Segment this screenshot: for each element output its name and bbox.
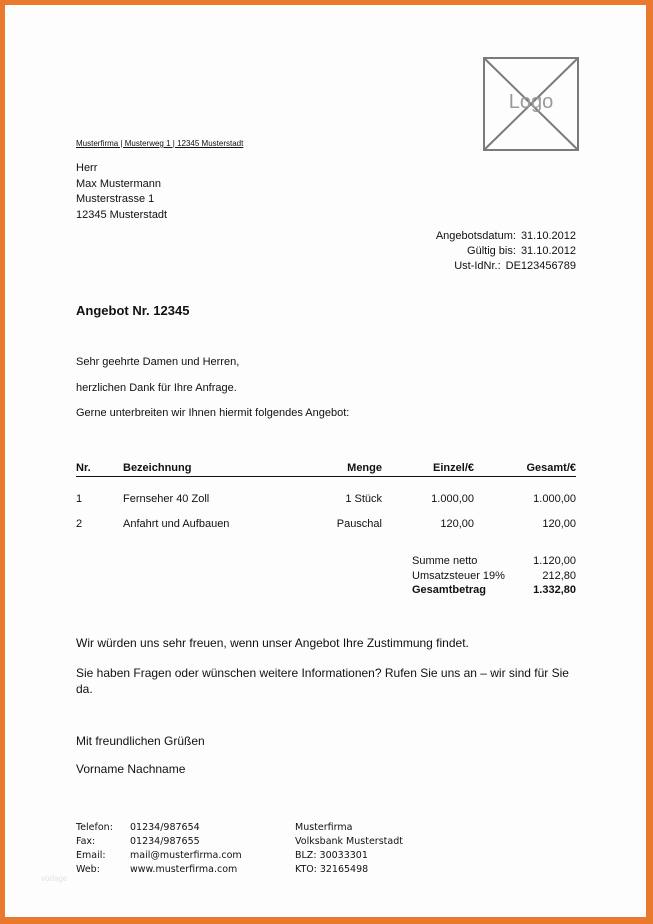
offer-intro-text: Gerne unterbreiten wir Ihnen hiermit folgendes Angebot: [76, 407, 350, 419]
valid-until-value: 31.10.2012 [520, 245, 576, 257]
header-gesamt: Gesamt/€ [526, 462, 576, 474]
fax-value: 01234/987655 [130, 836, 200, 847]
offer-table [76, 462, 576, 533]
offer-date-value: 31.10.2012 [520, 230, 576, 242]
footer-bank-details [295, 821, 403, 877]
total-row [412, 583, 576, 598]
offer-meta [436, 229, 576, 274]
header-einzel: Einzel/€ [433, 462, 474, 474]
account-number: KTO: 32165498 [295, 864, 369, 875]
tax-label: Umsatzsteuer 19% [412, 569, 505, 582]
tax-row [412, 569, 576, 584]
email-label: Email: [76, 850, 106, 861]
signature-name: Vorname Nachname [76, 762, 186, 776]
row-nr: 2 [76, 518, 83, 530]
row-bezeichnung: Anfahrt und Aufbauen [123, 518, 230, 530]
footer-labels [76, 821, 113, 877]
sender-return-address: Musterfirma | Musterweg 1 | 12345 Musterstadt [76, 139, 244, 148]
recipient-address [76, 161, 167, 223]
document-page [5, 5, 646, 917]
header-nr: Nr. [76, 462, 91, 474]
bank-name: Volksbank Musterstadt [295, 836, 403, 847]
recipient-name: Max Mustermann [76, 177, 161, 190]
offer-title: Angebot Nr. 12345 [76, 303, 190, 318]
greeting: Sehr geehrte Damen und Herren, [76, 356, 240, 368]
recipient-street: Musterstrasse 1 [76, 193, 155, 205]
recipient-city: 12345 Musterstadt [76, 208, 168, 221]
web-label: Web: [76, 864, 100, 875]
totals-block [412, 554, 576, 598]
recipient-salutation: Herr [76, 162, 98, 174]
valid-until-label: Gültig bis: [467, 245, 516, 257]
bank-code: BLZ: 30033301 [295, 850, 368, 861]
row-menge: Pauschal [336, 518, 382, 530]
total-value: 1.332,80 [533, 584, 576, 596]
row-nr: 1 [76, 493, 83, 505]
row-gesamt: 1.000,00 [533, 493, 576, 505]
row-bezeichnung: Fernseher 40 Zoll [123, 493, 210, 505]
row-einzel: 120,00 [440, 518, 474, 530]
closing-paragraph-1: Wir würden uns sehr freuen, wenn unser Angebot Ihre Zustimmung findet. [76, 636, 469, 650]
tax-value: 212,80 [542, 569, 576, 582]
header-bezeichnung: Bezeichnung [123, 462, 192, 474]
vat-id-label: Ust-IdNr.: [454, 260, 501, 272]
email-value: mail@musterfirma.com [130, 850, 242, 861]
regards: Mit freundlichen Grüßen [76, 734, 205, 748]
vat-id-value: DE123456789 [505, 260, 576, 272]
thanks-text: herzlichen Dank für Ihre Anfrage. [76, 382, 237, 394]
table-row [76, 518, 576, 533]
phone-label: Telefon: [76, 822, 113, 833]
fax-label: Fax: [76, 836, 96, 847]
row-gesamt: 120,00 [542, 518, 576, 530]
closing-paragraph-2: Sie haben Fragen oder wünschen weitere Informationen? Rufen Sie uns an – wir sind für Sie da. [76, 666, 569, 696]
header-menge: Menge [347, 462, 382, 474]
total-label: Gesamtbetrag [412, 584, 486, 596]
table-row [76, 493, 576, 508]
table-header [76, 462, 576, 477]
footer-values [130, 821, 242, 877]
phone-value: 01234/987654 [130, 822, 200, 833]
row-menge: 1 Stück [345, 493, 382, 505]
logo-placeholder [483, 57, 579, 151]
net-sum-value: 1.120,00 [533, 555, 576, 567]
net-sum-label: Summe netto [412, 555, 478, 567]
net-sum-row [412, 554, 576, 569]
company-name: Musterfirma [295, 822, 353, 833]
logo-text: Logo [508, 91, 554, 113]
watermark: vorlage [41, 874, 68, 883]
web-value: www.musterfirma.com [130, 864, 238, 875]
row-einzel: 1.000,00 [431, 493, 474, 505]
offer-date-label: Angebotsdatum: [435, 230, 516, 242]
